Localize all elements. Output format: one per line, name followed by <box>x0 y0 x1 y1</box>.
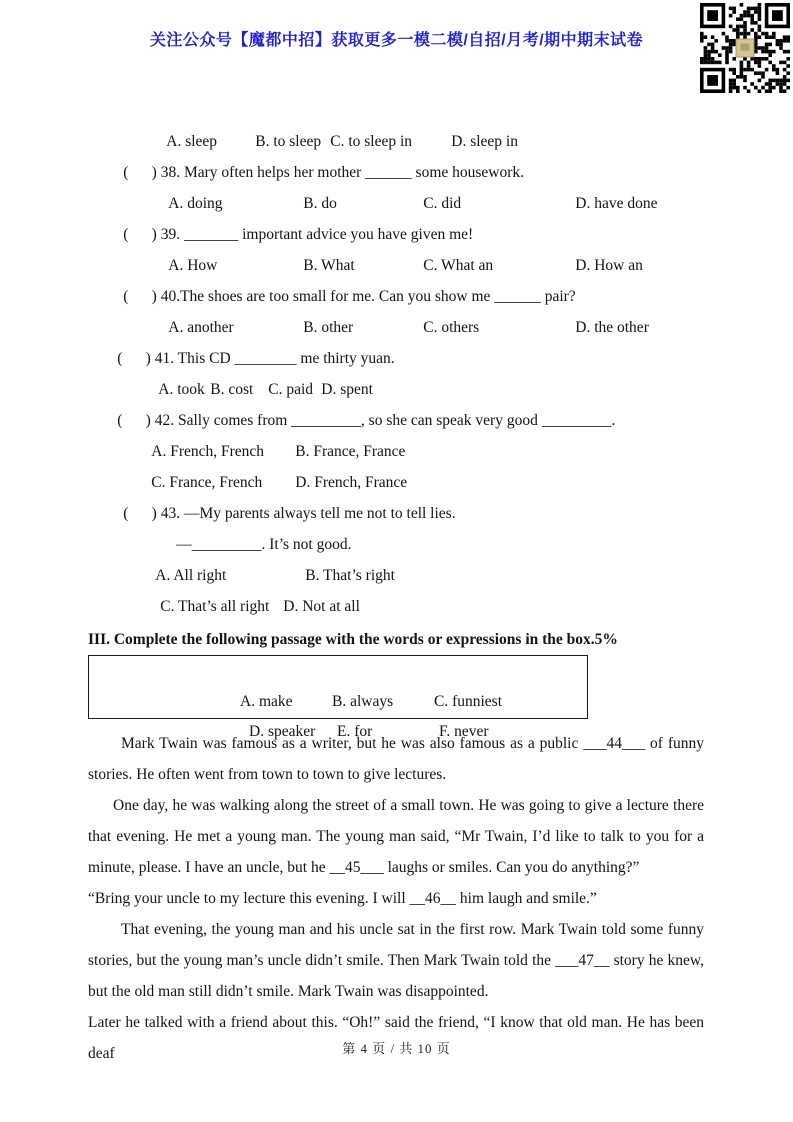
option-43-b: B. That’s right <box>305 567 395 584</box>
passage-paragraph-5: Later he talked with a friend about this. “Oh!” said the friend, “I know that old man. He has been deaf <box>88 1014 704 1062</box>
section-3-heading: III. Complete the following passage with the words or expressions in the box.5% <box>88 631 618 648</box>
option-38-c: C. did <box>423 195 462 212</box>
question-37-options-row <box>143 95 704 150</box>
option-40-d: D. the other <box>575 319 649 336</box>
question-40-prefix: ( ) 40. <box>123 288 181 305</box>
question-38-prefix: ( ) 38. <box>123 164 184 181</box>
option-37-b: B. to sleep <box>255 133 322 150</box>
box-option-a: A. make <box>240 693 293 710</box>
option-37-a: A. sleep <box>166 133 218 150</box>
box-option-c: C. funniest <box>434 693 503 710</box>
passage-paragraph-4: That evening, the young man and his uncle sat in the first row. Mark Twain told some funny stories, but the young man’s uncle didn’t smile. Then Mark Twain told the ___47__ story he knew, but the old man still didn’t smile. Mark Twain was disappointed. <box>88 921 704 1000</box>
option-42-d: D. French, France <box>295 474 408 491</box>
page-number: 第 4 页 / 共 10 页 <box>342 1041 451 1056</box>
option-41-c: C. paid <box>268 381 314 398</box>
option-38-b: B. do <box>303 195 337 212</box>
question-42-text: Sally comes from _________, so she can speak very good _________. <box>177 412 616 429</box>
question-41-prefix: ( ) 41. <box>117 350 178 367</box>
option-43-d: D. Not at all <box>283 598 360 615</box>
question-43-text2: —_________. It’s not good. <box>176 536 352 553</box>
option-40-c: C. others <box>423 319 480 336</box>
option-38-d: D. have done <box>575 195 658 212</box>
option-39-d: D. How an <box>575 257 643 274</box>
box-option-f: F. never <box>439 723 489 740</box>
option-39-c: C. What an <box>423 257 494 274</box>
question-41-text: This CD ________ me thirty yuan. <box>177 350 395 367</box>
passage-paragraph-2: One day, he was walking along the street of a small town. He was going to give a lecture there that evening. He met a young man. The young man said, “Mr Twain, I’d like to talk to you for a minute, please. I have an uncle, but he __45___ laughs or smiles. Can you do anything?” <box>88 797 704 876</box>
option-42-a: A. French, French <box>151 443 265 460</box>
question-38-text: Mary often helps her mother ______ some housework. <box>183 164 525 181</box>
option-41-a: A. took <box>158 381 205 398</box>
option-37-d: D. sleep in <box>451 133 518 150</box>
option-40-a: A. another <box>168 319 234 336</box>
question-42-prefix: ( ) 42. <box>117 412 178 429</box>
option-41-b: B. cost <box>210 381 254 398</box>
option-43-a: A. All right <box>155 567 227 584</box>
wechat-qr-code-icon <box>699 3 791 93</box>
question-39-prefix: ( ) 39. <box>123 226 184 243</box>
passage-paragraph-3: “Bring your uncle to my lecture this evening. I will __46__ him laugh and smile.” <box>88 890 597 907</box>
option-38-a: A. doing <box>168 195 223 212</box>
word-box-row-1 <box>89 657 587 710</box>
box-option-e: E. for <box>337 723 373 740</box>
header-promo-text: 关注公众号【魔都中招】获取更多一模二模/自招/月考/期中期末试卷 <box>149 32 644 49</box>
question-39-text: _______ important advice you have given me! <box>183 226 474 243</box>
word-box <box>88 655 588 740</box>
passage-paragraph-1: Mark Twain was famous as a writer, but he was also famous as a public ___44___ of funny stories. He often went from town to town to give lectures. <box>88 735 704 783</box>
page-body <box>88 95 704 1069</box>
box-option-d: D. speaker <box>249 723 316 740</box>
option-43-c: C. That’s all right <box>160 598 270 615</box>
option-41-d: D. spent <box>321 381 373 398</box>
cloze-passage <box>88 728 704 1069</box>
box-option-b: B. always <box>332 693 394 710</box>
option-42-c: C. France, French <box>151 474 263 491</box>
question-43-text: —My parents always tell me not to tell lies. <box>183 505 456 522</box>
question-43-prefix: ( ) 43. <box>123 505 184 522</box>
option-42-b: B. France, France <box>295 443 406 460</box>
question-40-text: The shoes are too small for me. Can you show me ______ pair? <box>180 288 576 305</box>
option-39-b: B. What <box>303 257 355 274</box>
option-40-b: B. other <box>303 319 354 336</box>
option-37-c: C. to sleep in <box>330 133 413 150</box>
option-39-a: A. How <box>168 257 218 274</box>
